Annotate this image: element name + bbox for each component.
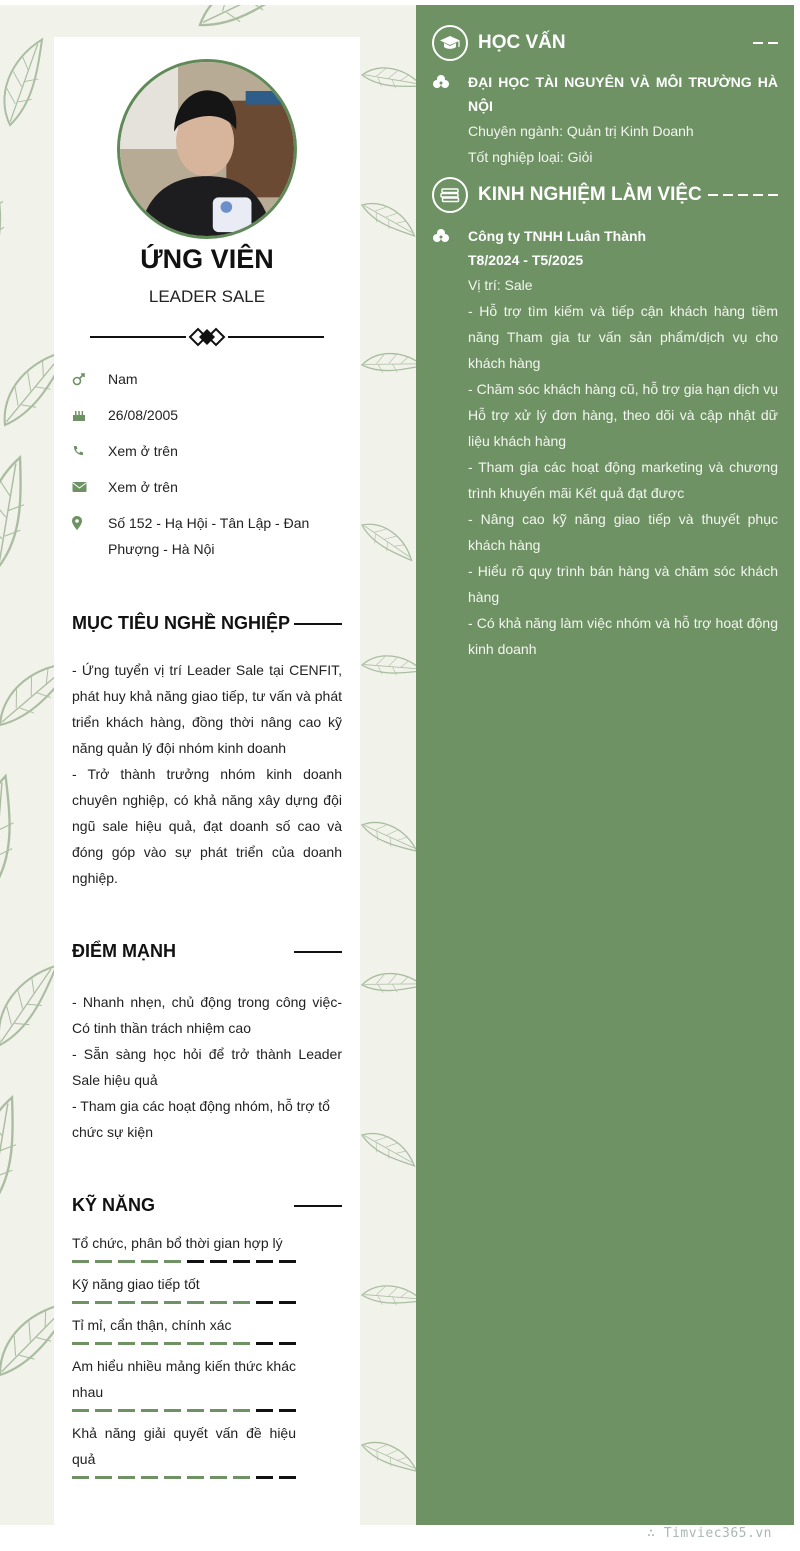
ornament-divider <box>90 326 324 348</box>
skill-segment-filled <box>118 1301 135 1304</box>
skill-segment-filled <box>118 1476 135 1479</box>
skill-item <box>72 1353 296 1412</box>
graduation-cap-icon <box>432 25 468 61</box>
heading-rule <box>294 623 342 625</box>
work-period: T8/2024 - T5/2025 <box>468 252 584 268</box>
skill-segment-empty <box>279 1409 296 1412</box>
skill-segment-filled <box>210 1342 227 1345</box>
skills-title: KỸ NĂNG <box>72 1195 156 1215</box>
personal-info-list <box>72 366 342 572</box>
gender-text: Nam <box>108 371 138 387</box>
skill-segment-filled <box>141 1409 158 1412</box>
skill-segment-filled <box>164 1260 181 1263</box>
skill-segment-filled <box>233 1342 250 1345</box>
duty-line: - Nâng cao kỹ năng giao tiếp và thuyết phục khách hàng <box>468 511 778 553</box>
skill-segment-empty <box>210 1260 227 1263</box>
skill-segment-filled <box>72 1342 89 1345</box>
skill-segment-filled <box>164 1409 181 1412</box>
email-text: Xem ở trên <box>108 479 178 495</box>
footer-watermark: ∴ Timviec365.vn <box>647 1526 772 1541</box>
skill-segment-filled <box>164 1301 181 1304</box>
info-address <box>72 510 342 562</box>
section-objective-heading <box>72 613 342 634</box>
skill-name: Tỉ mỉ, cẩn thận, chính xác <box>72 1317 232 1333</box>
phone-icon <box>72 438 108 464</box>
skill-segment-filled <box>187 1301 204 1304</box>
education-entry <box>432 70 778 170</box>
skill-segment-filled <box>210 1409 227 1412</box>
strength-line: - Tham gia các hoạt động nhóm, hỗ trợ tổ chức sự kiện <box>72 1098 330 1140</box>
skill-segment-empty <box>256 1301 273 1304</box>
skill-item <box>72 1271 296 1304</box>
company-name: Công ty TNHH Luân Thành <box>468 228 647 244</box>
duty-line: - Chăm sóc khách hàng cũ, hỗ trợ gia hạn dịch vụ Hỗ trợ xử lý đơn hàng, theo dõi và cập nhật dữ liệu khách hàng <box>468 381 778 449</box>
skill-segment-filled <box>187 1409 204 1412</box>
skill-segment-empty <box>256 1342 273 1345</box>
skill-name: Kỹ năng giao tiếp tốt <box>72 1276 200 1292</box>
candidate-name: ỨNG VIÊN <box>140 244 274 274</box>
skill-segment-empty <box>279 1301 296 1304</box>
skill-segment-empty <box>256 1409 273 1412</box>
gender-icon <box>72 366 108 392</box>
section-education-heading <box>432 25 778 61</box>
skill-name: Khả năng giải quyết vấn đề hiệu quả <box>72 1425 296 1467</box>
skill-segment-empty <box>233 1260 250 1263</box>
skill-segment-empty <box>187 1260 204 1263</box>
clover-bullet-icon <box>432 228 450 246</box>
phone-text: Xem ở trên <box>108 443 178 459</box>
skill-level-bar <box>72 1342 296 1345</box>
strengths-title: ĐIỂM MẠNH <box>72 941 176 961</box>
skill-segment-filled <box>72 1476 89 1479</box>
heading-rule <box>294 1205 342 1207</box>
skill-segment-filled <box>141 1260 158 1263</box>
skill-segment-empty <box>279 1342 296 1345</box>
objective-line: - Trở thành trưởng nhóm kinh doanh chuyên nghiệp, có khả năng xây dựng đội ngũ sale hiệu quả, đạt doanh số cao và đóng góp vào sự phát triển của doanh nghiệp. <box>72 766 342 886</box>
experience-entry <box>432 224 778 662</box>
skill-segment-filled <box>95 1301 112 1304</box>
objective-title: MỤC TIÊU NGHỀ NGHIỆP <box>72 613 291 633</box>
section-strengths-heading <box>72 941 342 962</box>
skill-segment-filled <box>233 1476 250 1479</box>
education-title: HỌC VẤN <box>478 32 566 53</box>
avatar <box>117 59 297 239</box>
education-major: Chuyên ngành: Quản trị Kinh Doanh <box>468 123 694 139</box>
right-column-panel <box>416 5 794 1525</box>
info-email <box>72 474 342 500</box>
skill-level-bar <box>72 1476 296 1479</box>
skill-segment-filled <box>95 1409 112 1412</box>
duty-line: - Hỗ trợ tìm kiếm và tiếp cận khách hàng tiềm năng Tham gia tư vấn sản phẩm/dịch vụ cho khách hàng <box>468 303 778 371</box>
skill-item <box>72 1312 296 1345</box>
envelope-icon <box>72 474 108 500</box>
skill-segment-filled <box>95 1260 112 1263</box>
skill-segment-filled <box>72 1260 89 1263</box>
strength-line: - Nhanh nhẹn, chủ động trong công việc- Có tinh thần trách nhiệm cao <box>72 994 342 1036</box>
info-birthday <box>72 402 342 428</box>
skill-segment-empty <box>279 1260 296 1263</box>
skill-segment-filled <box>210 1301 227 1304</box>
objective-line: - Ứng tuyển vị trí Leader Sale tại CENFIT, phát huy khả năng giao tiếp, tư vấn và phát triển khách hàng, đồng thời nâng cao kỹ năng quản lý đội nhóm kinh doanh <box>72 662 342 756</box>
skill-name: Tổ chức, phân bổ thời gian hợp lý <box>72 1235 283 1251</box>
info-phone <box>72 438 342 464</box>
address-text: Số 152 - Hạ Hội - Tân Lập - Đan Phượng - Hà Nội <box>108 515 310 557</box>
skill-item <box>72 1420 296 1479</box>
skill-segment-filled <box>233 1409 250 1412</box>
dash-rule <box>708 194 778 196</box>
books-icon <box>432 177 468 213</box>
skill-level-bar <box>72 1409 296 1412</box>
strength-line: - Sẵn sàng học hỏi để trở thành Leader Sale hiệu quả <box>72 1046 342 1088</box>
strengths-text <box>72 989 342 1145</box>
skill-segment-filled <box>118 1342 135 1345</box>
skill-level-bar <box>72 1260 296 1263</box>
skill-segment-filled <box>72 1409 89 1412</box>
skill-segment-filled <box>210 1476 227 1479</box>
section-skills-heading <box>72 1195 342 1216</box>
skill-segment-filled <box>95 1476 112 1479</box>
skill-segment-empty <box>256 1260 273 1263</box>
job-role: Vị trí: Sale <box>468 277 533 293</box>
school-name: ĐẠI HỌC TÀI NGUYÊN VÀ MÔI TRƯỜNG HÀ NỘI <box>468 74 778 114</box>
objective-text <box>72 657 342 891</box>
skill-segment-filled <box>164 1476 181 1479</box>
section-experience-heading <box>432 177 778 213</box>
skill-segment-filled <box>95 1342 112 1345</box>
skill-segment-filled <box>141 1301 158 1304</box>
birthday-text: 26/08/2005 <box>108 407 179 423</box>
duty-line: - Có khả năng làm việc nhóm và hỗ trợ hoạt động kinh doanh <box>468 615 778 657</box>
avatar-photo <box>120 62 294 236</box>
skill-segment-filled <box>187 1342 204 1345</box>
education-grade: Tốt nghiệp loại: Giỏi <box>468 149 593 165</box>
skill-segment-filled <box>233 1301 250 1304</box>
candidate-position: LEADER SALE <box>148 287 266 306</box>
skill-segment-empty <box>256 1476 273 1479</box>
birthday-cake-icon <box>72 402 108 428</box>
skills-list <box>72 1230 296 1487</box>
heading-rule <box>294 951 342 953</box>
skill-segment-filled <box>141 1476 158 1479</box>
skill-segment-filled <box>118 1260 135 1263</box>
skill-segment-filled <box>164 1342 181 1345</box>
skill-name: Am hiểu nhiều mảng kiến thức khác nhau <box>72 1358 296 1400</box>
skill-segment-filled <box>187 1476 204 1479</box>
skill-segment-empty <box>279 1476 296 1479</box>
info-gender <box>72 366 342 392</box>
duty-line: - Hiểu rõ quy trình bán hàng và chăm sóc khách hàng <box>468 563 778 605</box>
skill-segment-filled <box>141 1342 158 1345</box>
clover-bullet-icon <box>432 74 450 92</box>
duty-line: - Tham gia các hoạt động marketing và chương trình khuyến mãi Kết quả đạt được <box>468 459 778 501</box>
experience-title: KINH NGHIỆM LÀM VIỆC <box>478 184 702 205</box>
skill-segment-filled <box>118 1409 135 1412</box>
skill-item <box>72 1230 296 1263</box>
dash-rule <box>753 42 778 44</box>
skill-segment-filled <box>72 1301 89 1304</box>
skill-level-bar <box>72 1301 296 1304</box>
map-marker-icon <box>72 510 108 536</box>
